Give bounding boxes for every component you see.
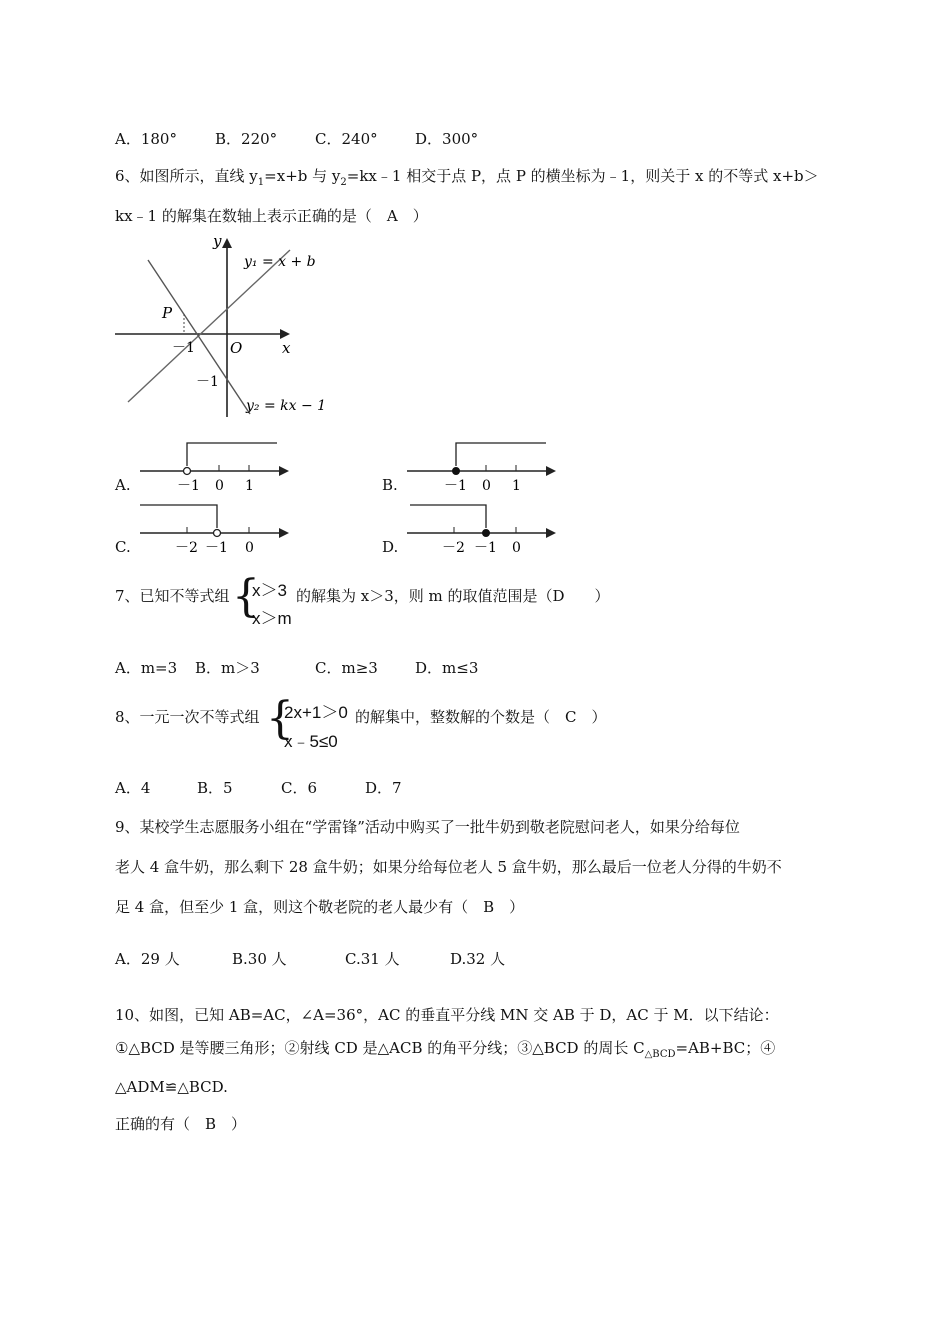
q5-option-c: C．240° [315,130,378,148]
tick-label: －2 [175,540,198,556]
tick-label: －1 [177,478,200,494]
q7-system-row2: x＞m [252,609,292,628]
graph-y1-label: y₁ = x + b [244,254,316,270]
tick-label: 0 [512,540,521,556]
graph-neg-one-y: －1 [196,374,219,390]
graph-neg-one-x: －1 [172,340,195,356]
q9-option-b: B.30 人 [232,950,287,968]
q9-option-a: A．29 人 [115,950,180,968]
q8-system-row2: x﹣5≤0 [284,732,338,751]
graph-origin-label: O [230,339,243,357]
q6-option-a-label: A. [115,476,131,494]
q8-option-d: D．7 [365,779,402,797]
graph-x-axis-label: x [282,339,291,357]
q7-option-d: D．m≤3 [415,659,479,677]
q6-option-d-numberline [402,500,562,560]
tick-label: 1 [245,478,254,494]
q6-option-c-numberline [135,500,295,560]
q10-stem-line2: ①△BCD 是等腰三角形；②射线 CD 是△ACB 的角平分线；③△BCD 的周长 $C_{\triangle BCD}=AB+BC$；④ [115,1039,776,1060]
tick-label: 0 [482,478,491,494]
q9-option-d: D.32 人 [450,950,506,968]
q6-graph [110,232,340,422]
tick-label: －1 [474,540,497,556]
q9-stem-line1: 9、某校学生志愿服务小组在“学雷锋”活动中购买了一批牛奶到敬老院慰问老人，如果分给每位 [115,818,740,836]
q10-stem-line3: △ADM≌△BCD. [115,1078,228,1096]
q7-system-row1: x＞3 [252,581,287,600]
q5-option-d: D．300° [415,130,479,148]
q7-brace: { [232,571,260,622]
q6-option-c-label: C. [115,538,131,556]
q5-option-b: B．220° [215,130,278,148]
tick-label: 1 [512,478,521,494]
q7-prefix: 7、已知不等式组 [115,587,230,605]
q6-option-b-label: B. [382,476,398,494]
tick-label: －1 [444,478,467,494]
graph-point-p-label: P [162,304,173,322]
q5-option-a: A．180° [115,130,177,148]
q6-stem-line1: 6、如图所示，直线 $y_1=x+b$ 与 $y_2=kx﹣1$ 相交于点 P，点 P 的横坐标为﹣1，则关于 x 的不等式 x+b＞ [115,167,819,188]
q9-stem-line2: 老人 4 盒牛奶，那么剩下 28 盒牛奶；如果分给每位老人 5 盒牛奶，那么最后一位老人分得的牛奶不 [115,858,782,876]
q8-prefix: 8、一元一次不等式组 [115,708,260,726]
q7-suffix: 的解集为 x＞3，则 m 的取值范围是（D ） [296,587,610,605]
q8-option-a: A．4 [115,779,151,797]
q6-stem-line2: kx﹣1 的解集在数轴上表示正确的是（ A ） [115,207,428,225]
q8-suffix: 的解集中，整数解的个数是（ C ） [355,708,607,726]
q9-stem-line3: 足 4 盒，但至少 1 盒，则这个敬老院的老人最少有（ B ） [115,898,525,916]
q6-option-a-numberline [135,438,295,498]
q8-system-row1: 2x+1＞0 [284,703,348,722]
tick-label: －1 [205,540,228,556]
q7-option-c: C．m≥3 [315,659,378,677]
graph-y-axis-label: y [213,232,222,250]
tick-label: 0 [245,540,254,556]
q8-option-b: B．5 [197,779,233,797]
q7-option-b: B．m＞3 [195,659,260,677]
tick-label: －2 [442,540,465,556]
q10-answer-line: 正确的有（ B ） [115,1115,247,1133]
q6-option-b-numberline [402,438,562,498]
tick-label: 0 [215,478,224,494]
q10-stem-line1: 10、如图，已知 AB=AC，∠A=36°，AC 的垂直平分线 MN 交 AB 于 D，AC 于 M．以下结论： [115,1006,779,1024]
graph-y2-label: y₂ = kx − 1 [246,398,327,414]
q7-option-a: A．m=3 [115,659,178,677]
q9-option-c: C.31 人 [345,950,400,968]
q8-brace: { [266,693,294,744]
q6-option-d-label: D. [382,538,399,556]
q8-option-c: C．6 [281,779,318,797]
